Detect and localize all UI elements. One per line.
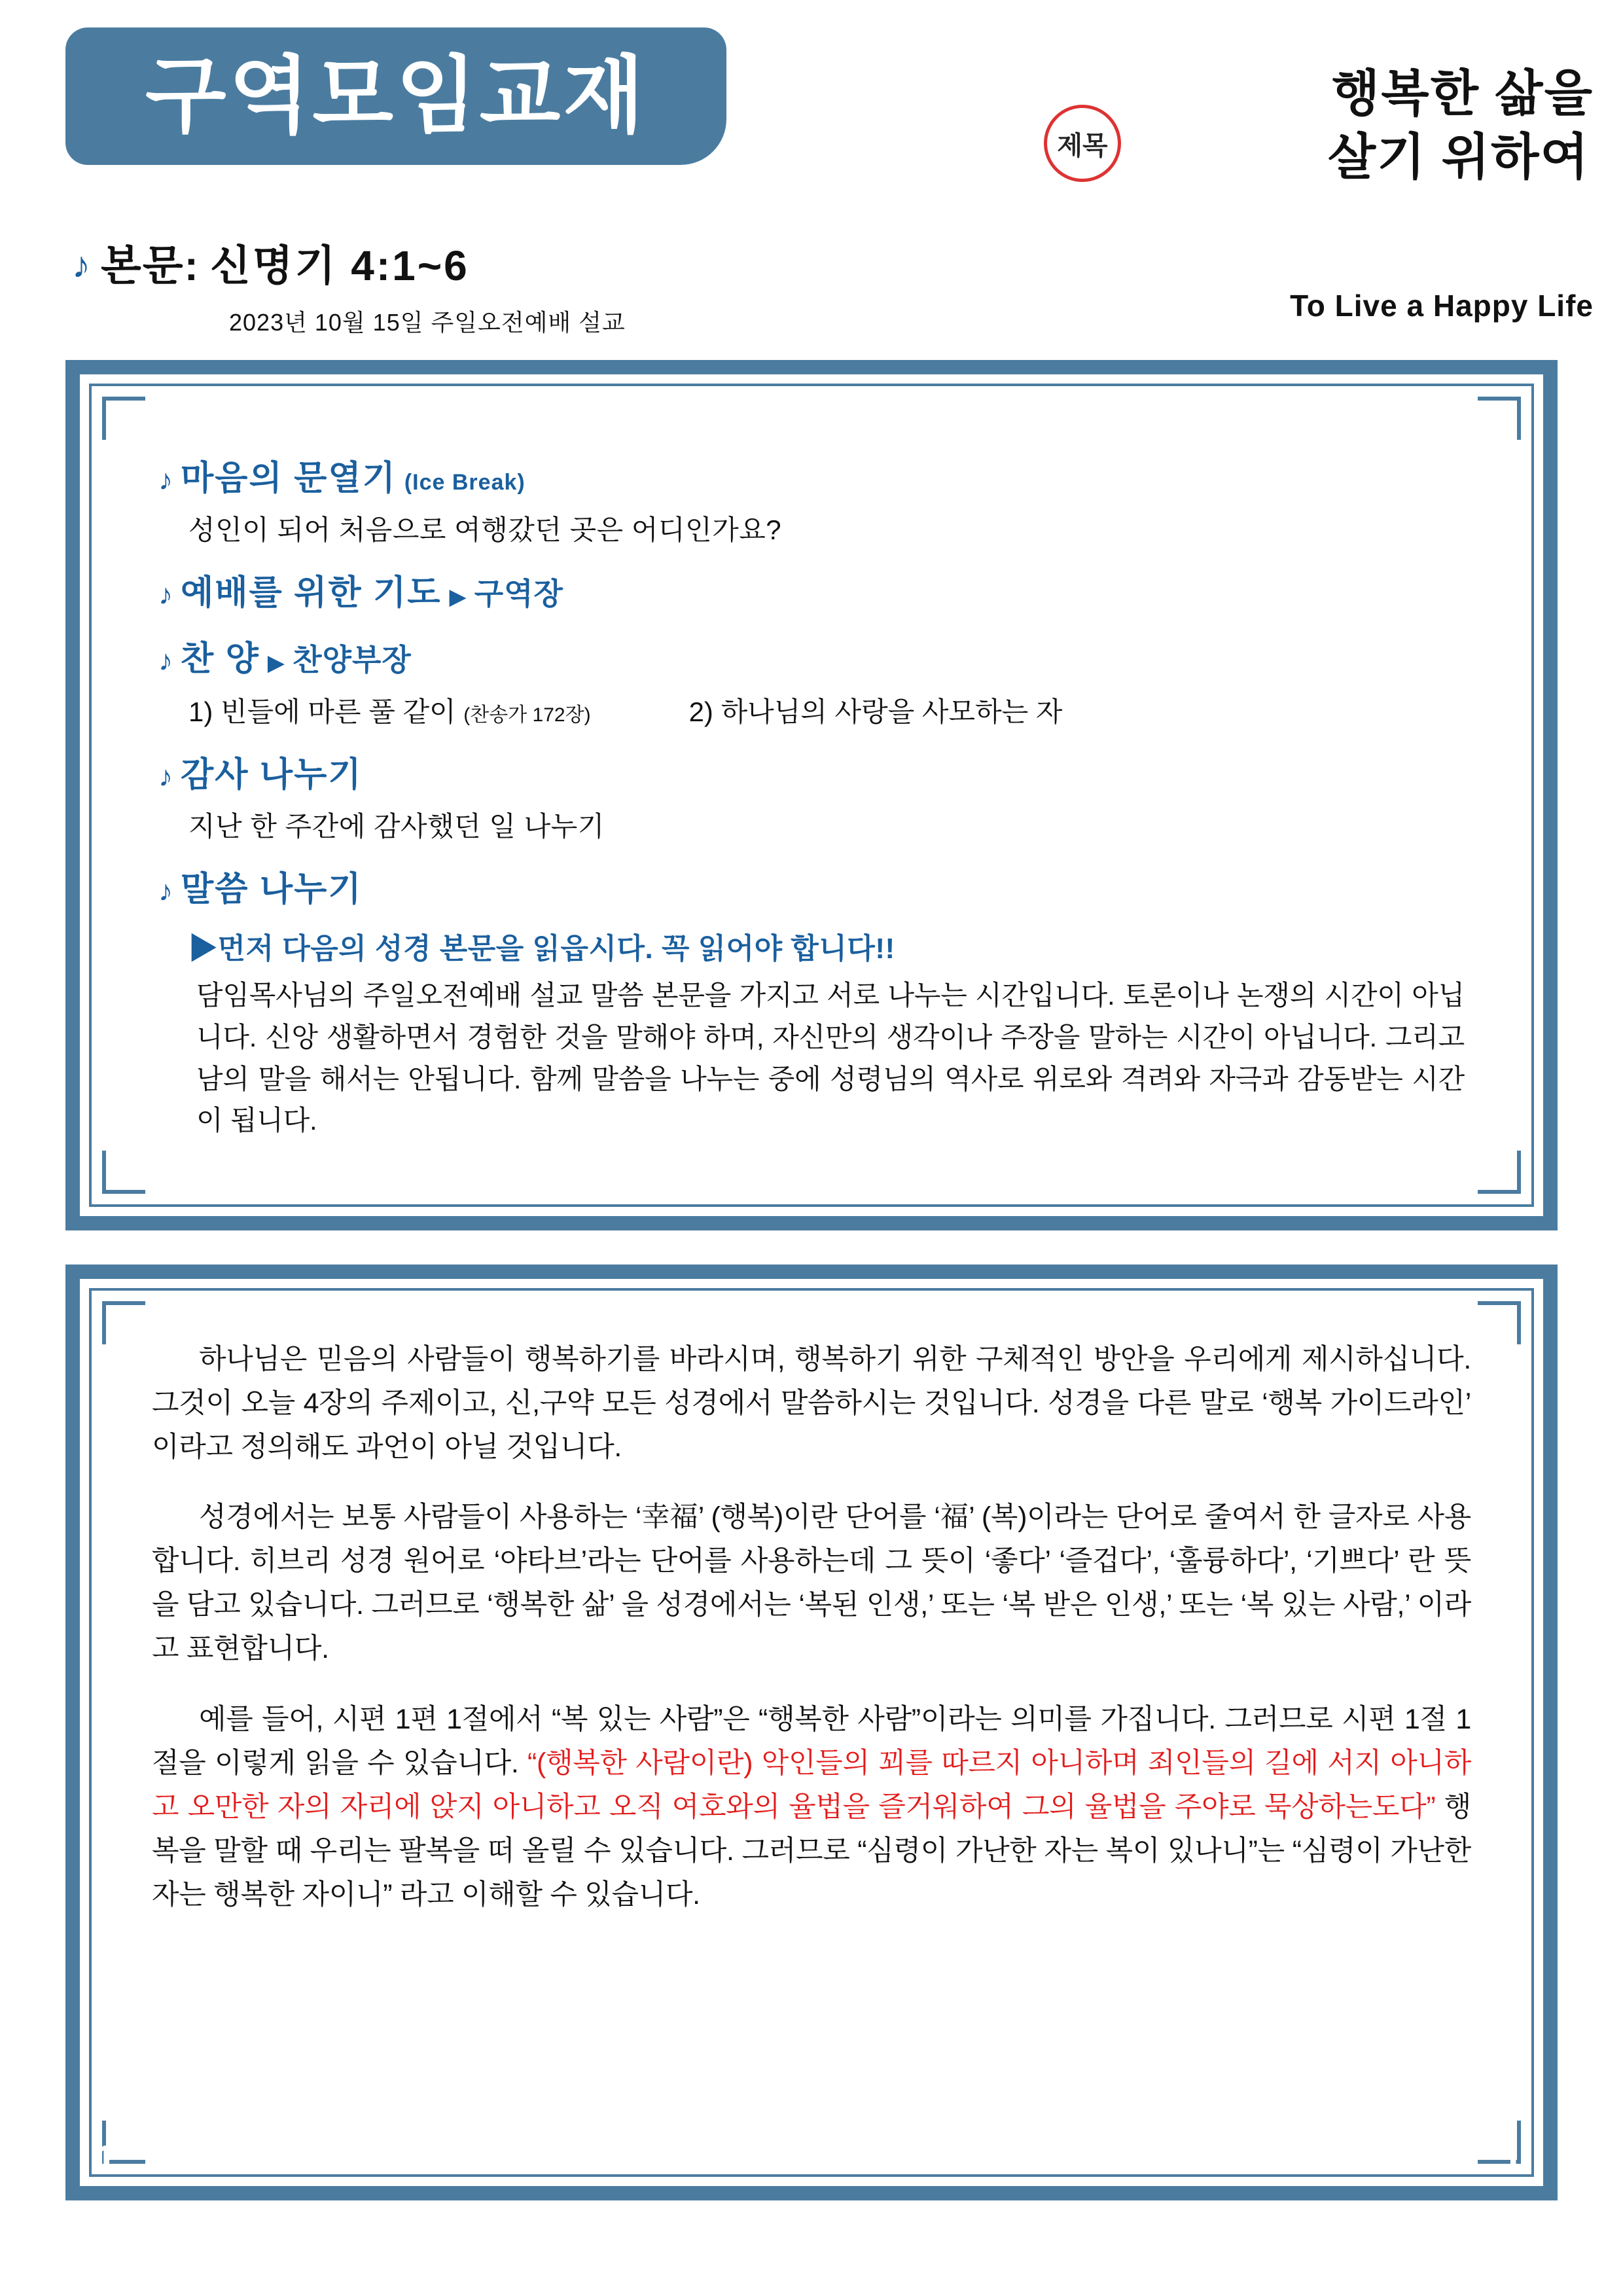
subject-badge: 제목: [1044, 105, 1121, 182]
section-ice-break: [158, 450, 1465, 548]
corner-ornament-bottom-right: [1478, 1151, 1521, 1194]
section-thanksgiving-body: 지난 한 주간에 감사했던 일 나누기: [188, 811, 605, 842]
section-heading-text: 예배를 위한 기도: [181, 574, 442, 612]
paragraph-text: 하나님은 믿음의 사람들이 행복하기를 바라시며, 행복하기 위한 구체적인 방안을 우리에게 제시하십니다. 그것이 오늘 4장의 주제이고, 신,구약 모든 성경에서 말씀하시는 것입니다. 성경을 다른 말로 ‘행복 가이드라인’ 이라고 정의해도 과언이 아닐 것입니다.: [152, 1344, 1472, 1463]
section-word-sharing-heading: [158, 861, 1465, 910]
section-heading-text: 마음의 문열기: [181, 459, 397, 497]
sermon-paragraph: [152, 1496, 1471, 1671]
music-note-icon: ♪: [158, 579, 173, 611]
song-1-title: 1) 빈들에 마른 풀 같이: [188, 696, 456, 727]
section-thanksgiving-heading: [158, 747, 1465, 796]
scripture-label: 본문:: [101, 242, 200, 289]
sermon-title: [1135, 62, 1594, 190]
section-thanksgiving: [158, 747, 1465, 844]
sermon-body-inner: [80, 1279, 1543, 2186]
song-1-hymn-number: (찬송가 172장): [463, 704, 591, 726]
song-item-1: [188, 691, 591, 730]
corner-ornament-top-right: [1478, 397, 1521, 440]
music-note-icon: ♪: [158, 875, 173, 907]
page-number-left: 1: [94, 2138, 117, 2183]
section-heading-text: 감사 나누기: [181, 756, 363, 794]
sermon-paragraph: [152, 1698, 1471, 1917]
section-ice-break-body: 성인이 되어 처음으로 여행갔던 곳은 어디인가요?: [188, 514, 782, 545]
section-praise-leader: 찬양부장: [293, 643, 412, 677]
section-prayer: [158, 565, 1465, 614]
section-prayer-leader: 구역장: [474, 577, 563, 611]
word-sharing-paragraph: 담임목사님의 주일오전예배 설교 말씀 본문을 가지고 서로 나누는 시간입니다. 토론이나 논쟁의 시간이 아닙니다. 신앙 생활하면서 경험한 것을 말해야 하며, 자신만의 생각이나 주장을 말하는 시간이 아닙니다. 그리고 남의 말을 해서는 안됩니다. 함께 말씀을 나누는 중에 성령님의 역사로 위로와 격려와 자극과 감동받는 시간이 됩니다.: [196, 980, 1465, 1136]
music-note-icon: ♪: [158, 761, 173, 793]
sermon-paragraph: [152, 1338, 1471, 1469]
sermon-title-line1: 행복한 삶을: [1331, 66, 1594, 122]
music-note-icon: ♪: [158, 464, 173, 496]
meeting-order-box: [65, 360, 1558, 1230]
document-header: [0, 0, 1623, 353]
reading-notice: ▶먼저 다음의 성경 본문을 읽읍시다. 꼭 읽어야 합니다!!: [188, 933, 895, 965]
main-title-badge: [65, 27, 726, 165]
section-ice-break-heading: [158, 450, 1465, 499]
section-heading-text: 말씀 나누기: [181, 870, 363, 908]
corner-ornament-top-left: [102, 397, 145, 440]
section-prayer-heading: [158, 565, 1465, 614]
section-praise-heading: [158, 631, 1465, 680]
sermon-title-english: To Live a Happy Life: [1290, 289, 1594, 323]
paragraph-text: 예를 들어, 시편 1편 1절에서 “복 있는 사람”은 “행복한 사람”이라는 의미를 가집니다. 그러므로 시편 1절 1절을 이렇게 읽을 수 있습니다.: [152, 1703, 1471, 1779]
service-info: 2023년 10월 15일 주일오전예배 설교: [229, 309, 626, 336]
corner-ornament-bottom-left: [102, 1151, 145, 1194]
sermon-body-box: [65, 1265, 1558, 2200]
corner-ornament-top-left: [102, 1301, 145, 1344]
music-note-icon: ♪: [158, 645, 173, 677]
meeting-order-inner: [80, 374, 1543, 1216]
arrow-icon: ▶: [267, 651, 285, 675]
sermon-paragraph-list: [152, 1338, 1471, 1917]
song-list: [188, 691, 1465, 730]
scripture-ref: 신명기 4:1~6: [209, 242, 469, 289]
song-item-2: 2) 하나님의 사랑을 사모하는 자: [688, 696, 1063, 727]
page-title: 구역모임교재: [145, 49, 647, 143]
music-note-icon: ♪: [72, 244, 90, 285]
arrow-icon: ▶: [449, 584, 467, 609]
sermon-title-line2: 살기 위하여: [1327, 130, 1590, 186]
paragraph-text: 성경에서는 보통 사람들이 사용하는 ‘幸福’ (행복)이란 단어를 ‘福’ (복)이라는 단어로 줄여서 한 글자로 사용합니다. 히브리 성경 원어로 ‘야타브’라는 단어를 사용하는데 그 뜻이 ‘좋다’ ‘즐겁다’, ‘훌륭하다’, ‘기쁘다’ 란 뜻을 담고 있습니다. 그러므로 ‘행복한 삶’ 을 성경에서는 ‘복된 인생,’ 또는 ‘복 받은 인생,’ 또는 ‘복 있는 사람,’ 이라고 표현합니다.: [152, 1501, 1471, 1665]
section-heading-paren: (Ice Break): [404, 470, 526, 495]
scripture-reference-line: [72, 232, 469, 293]
section-word-sharing: [158, 861, 1465, 1141]
section-praise: [158, 631, 1465, 730]
page-number-right: 1: [1501, 2138, 1524, 2183]
paragraph-text: 행복을 말할 때 우리는 팔복을 떠 올릴 수 있습니다. 그러므로 “심령이 가난한 자는 복이 있나니”는 “심령이 가난한 자는 행복한 자이니” 라고 이해할 수 있습니다.: [152, 1791, 1471, 1910]
highlighted-scripture-quote: “(행복한 사람이란) 악인들의 꾀를 따르지 아니하며 죄인들의 길에 서지 아니하고 오만한 자의 자리에 앉지 아니하고 오직 여호와의 율법을 즐거워하여 그의 율법을 주야로 묵상하는도다”: [152, 1747, 1471, 1823]
corner-ornament-top-right: [1478, 1301, 1521, 1344]
section-heading-text: 찬 양: [181, 640, 260, 678]
